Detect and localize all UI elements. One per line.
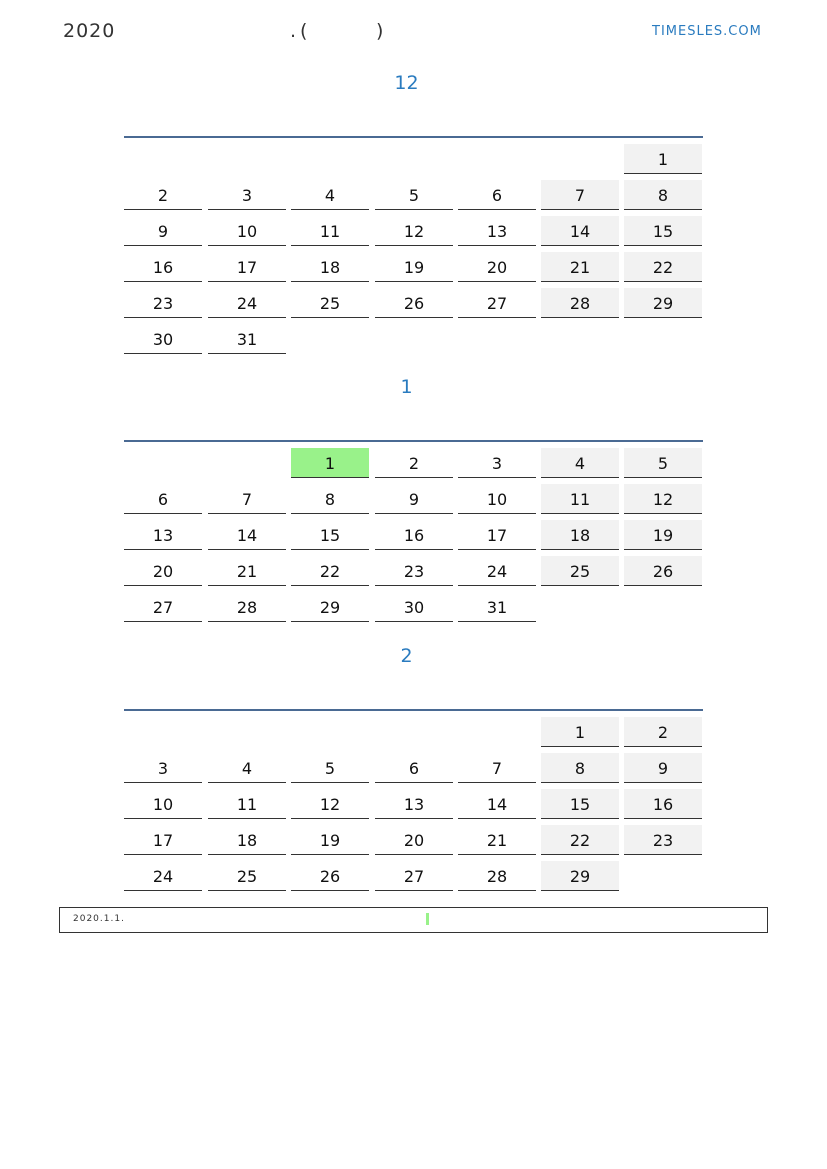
day-cell: 26 xyxy=(624,556,702,586)
day-cell: 17 xyxy=(208,252,286,282)
day-cell: 8 xyxy=(291,484,369,514)
month-rule xyxy=(124,136,703,138)
day-cell: 10 xyxy=(458,484,536,514)
day-cell: 4 xyxy=(541,448,619,478)
day-cell: 28 xyxy=(458,861,536,891)
day-cell: 7 xyxy=(458,753,536,783)
day-cell: 19 xyxy=(624,520,702,550)
day-cell: 12 xyxy=(375,216,453,246)
day-cell: 6 xyxy=(124,484,202,514)
day-cell: 14 xyxy=(208,520,286,550)
day-cell: 18 xyxy=(291,252,369,282)
month-rule xyxy=(124,440,703,442)
day-cell: 21 xyxy=(458,825,536,855)
header-dot: . xyxy=(290,20,297,42)
day-cell: 2 xyxy=(624,717,702,747)
day-cell: 18 xyxy=(208,825,286,855)
day-cell: 14 xyxy=(458,789,536,819)
day-cell: 19 xyxy=(291,825,369,855)
legend-box xyxy=(59,907,768,933)
brand-link[interactable]: TIMESLES.COM xyxy=(652,24,762,39)
day-cell: 25 xyxy=(541,556,619,586)
day-cell: 20 xyxy=(375,825,453,855)
today-swatch xyxy=(426,913,429,925)
day-cell: 16 xyxy=(624,789,702,819)
day-cell: 24 xyxy=(208,288,286,318)
day-cell: 15 xyxy=(541,789,619,819)
month-title: 2 xyxy=(400,645,413,667)
day-cell: 4 xyxy=(208,753,286,783)
day-cell: 29 xyxy=(541,861,619,891)
day-cell: 28 xyxy=(208,592,286,622)
day-cell: 5 xyxy=(375,180,453,210)
day-cell: 22 xyxy=(541,825,619,855)
day-cell: 22 xyxy=(624,252,702,282)
day-cell: 20 xyxy=(124,556,202,586)
day-cell: 23 xyxy=(375,556,453,586)
day-cell: 31 xyxy=(208,324,286,354)
day-cell: 3 xyxy=(208,180,286,210)
day-cell: 1 xyxy=(291,448,369,478)
day-cell: 25 xyxy=(291,288,369,318)
day-cell: 6 xyxy=(375,753,453,783)
day-cell: 30 xyxy=(124,324,202,354)
day-cell: 19 xyxy=(375,252,453,282)
day-cell: 6 xyxy=(458,180,536,210)
day-cell: 27 xyxy=(458,288,536,318)
day-cell: 15 xyxy=(624,216,702,246)
day-cell: 24 xyxy=(458,556,536,586)
day-cell: 26 xyxy=(291,861,369,891)
day-cell: 26 xyxy=(375,288,453,318)
day-cell: 11 xyxy=(291,216,369,246)
day-cell: 8 xyxy=(624,180,702,210)
day-cell: 11 xyxy=(541,484,619,514)
day-cell: 15 xyxy=(291,520,369,550)
day-cell: 30 xyxy=(375,592,453,622)
day-cell: 23 xyxy=(624,825,702,855)
day-cell: 9 xyxy=(375,484,453,514)
day-cell: 5 xyxy=(624,448,702,478)
day-cell: 2 xyxy=(375,448,453,478)
month-title: 1 xyxy=(400,376,413,398)
day-cell: 13 xyxy=(458,216,536,246)
day-cell: 16 xyxy=(375,520,453,550)
day-cell: 3 xyxy=(458,448,536,478)
day-cell: 10 xyxy=(208,216,286,246)
day-cell: 5 xyxy=(291,753,369,783)
day-cell: 17 xyxy=(124,825,202,855)
day-cell: 16 xyxy=(124,252,202,282)
day-cell: 18 xyxy=(541,520,619,550)
day-cell: 29 xyxy=(291,592,369,622)
day-cell: 29 xyxy=(624,288,702,318)
day-cell: 21 xyxy=(541,252,619,282)
day-cell: 2 xyxy=(124,180,202,210)
month-title: 12 xyxy=(394,72,419,94)
day-cell: 31 xyxy=(458,592,536,622)
day-cell: 13 xyxy=(375,789,453,819)
month-rule xyxy=(124,709,703,711)
day-cell: 27 xyxy=(375,861,453,891)
day-cell: 27 xyxy=(124,592,202,622)
day-cell: 14 xyxy=(541,216,619,246)
day-cell: 9 xyxy=(624,753,702,783)
day-cell: 12 xyxy=(624,484,702,514)
day-cell: 9 xyxy=(124,216,202,246)
day-cell: 23 xyxy=(124,288,202,318)
day-cell: 17 xyxy=(458,520,536,550)
day-cell: 4 xyxy=(291,180,369,210)
day-cell: 7 xyxy=(208,484,286,514)
day-cell: 22 xyxy=(291,556,369,586)
day-cell: 28 xyxy=(541,288,619,318)
day-cell: 12 xyxy=(291,789,369,819)
day-cell: 21 xyxy=(208,556,286,586)
day-cell: 1 xyxy=(624,144,702,174)
day-cell: 24 xyxy=(124,861,202,891)
day-cell: 7 xyxy=(541,180,619,210)
day-cell: 13 xyxy=(124,520,202,550)
legend-text: 2020.1.1. xyxy=(73,914,125,924)
day-cell: 10 xyxy=(124,789,202,819)
day-cell: 20 xyxy=(458,252,536,282)
header-paren-close: ) xyxy=(376,20,384,42)
day-cell: 25 xyxy=(208,861,286,891)
day-cell: 8 xyxy=(541,753,619,783)
header-year: 2020 xyxy=(63,20,116,42)
header-paren-open: ( xyxy=(300,20,308,42)
day-cell: 1 xyxy=(541,717,619,747)
day-cell: 11 xyxy=(208,789,286,819)
day-cell: 3 xyxy=(124,753,202,783)
